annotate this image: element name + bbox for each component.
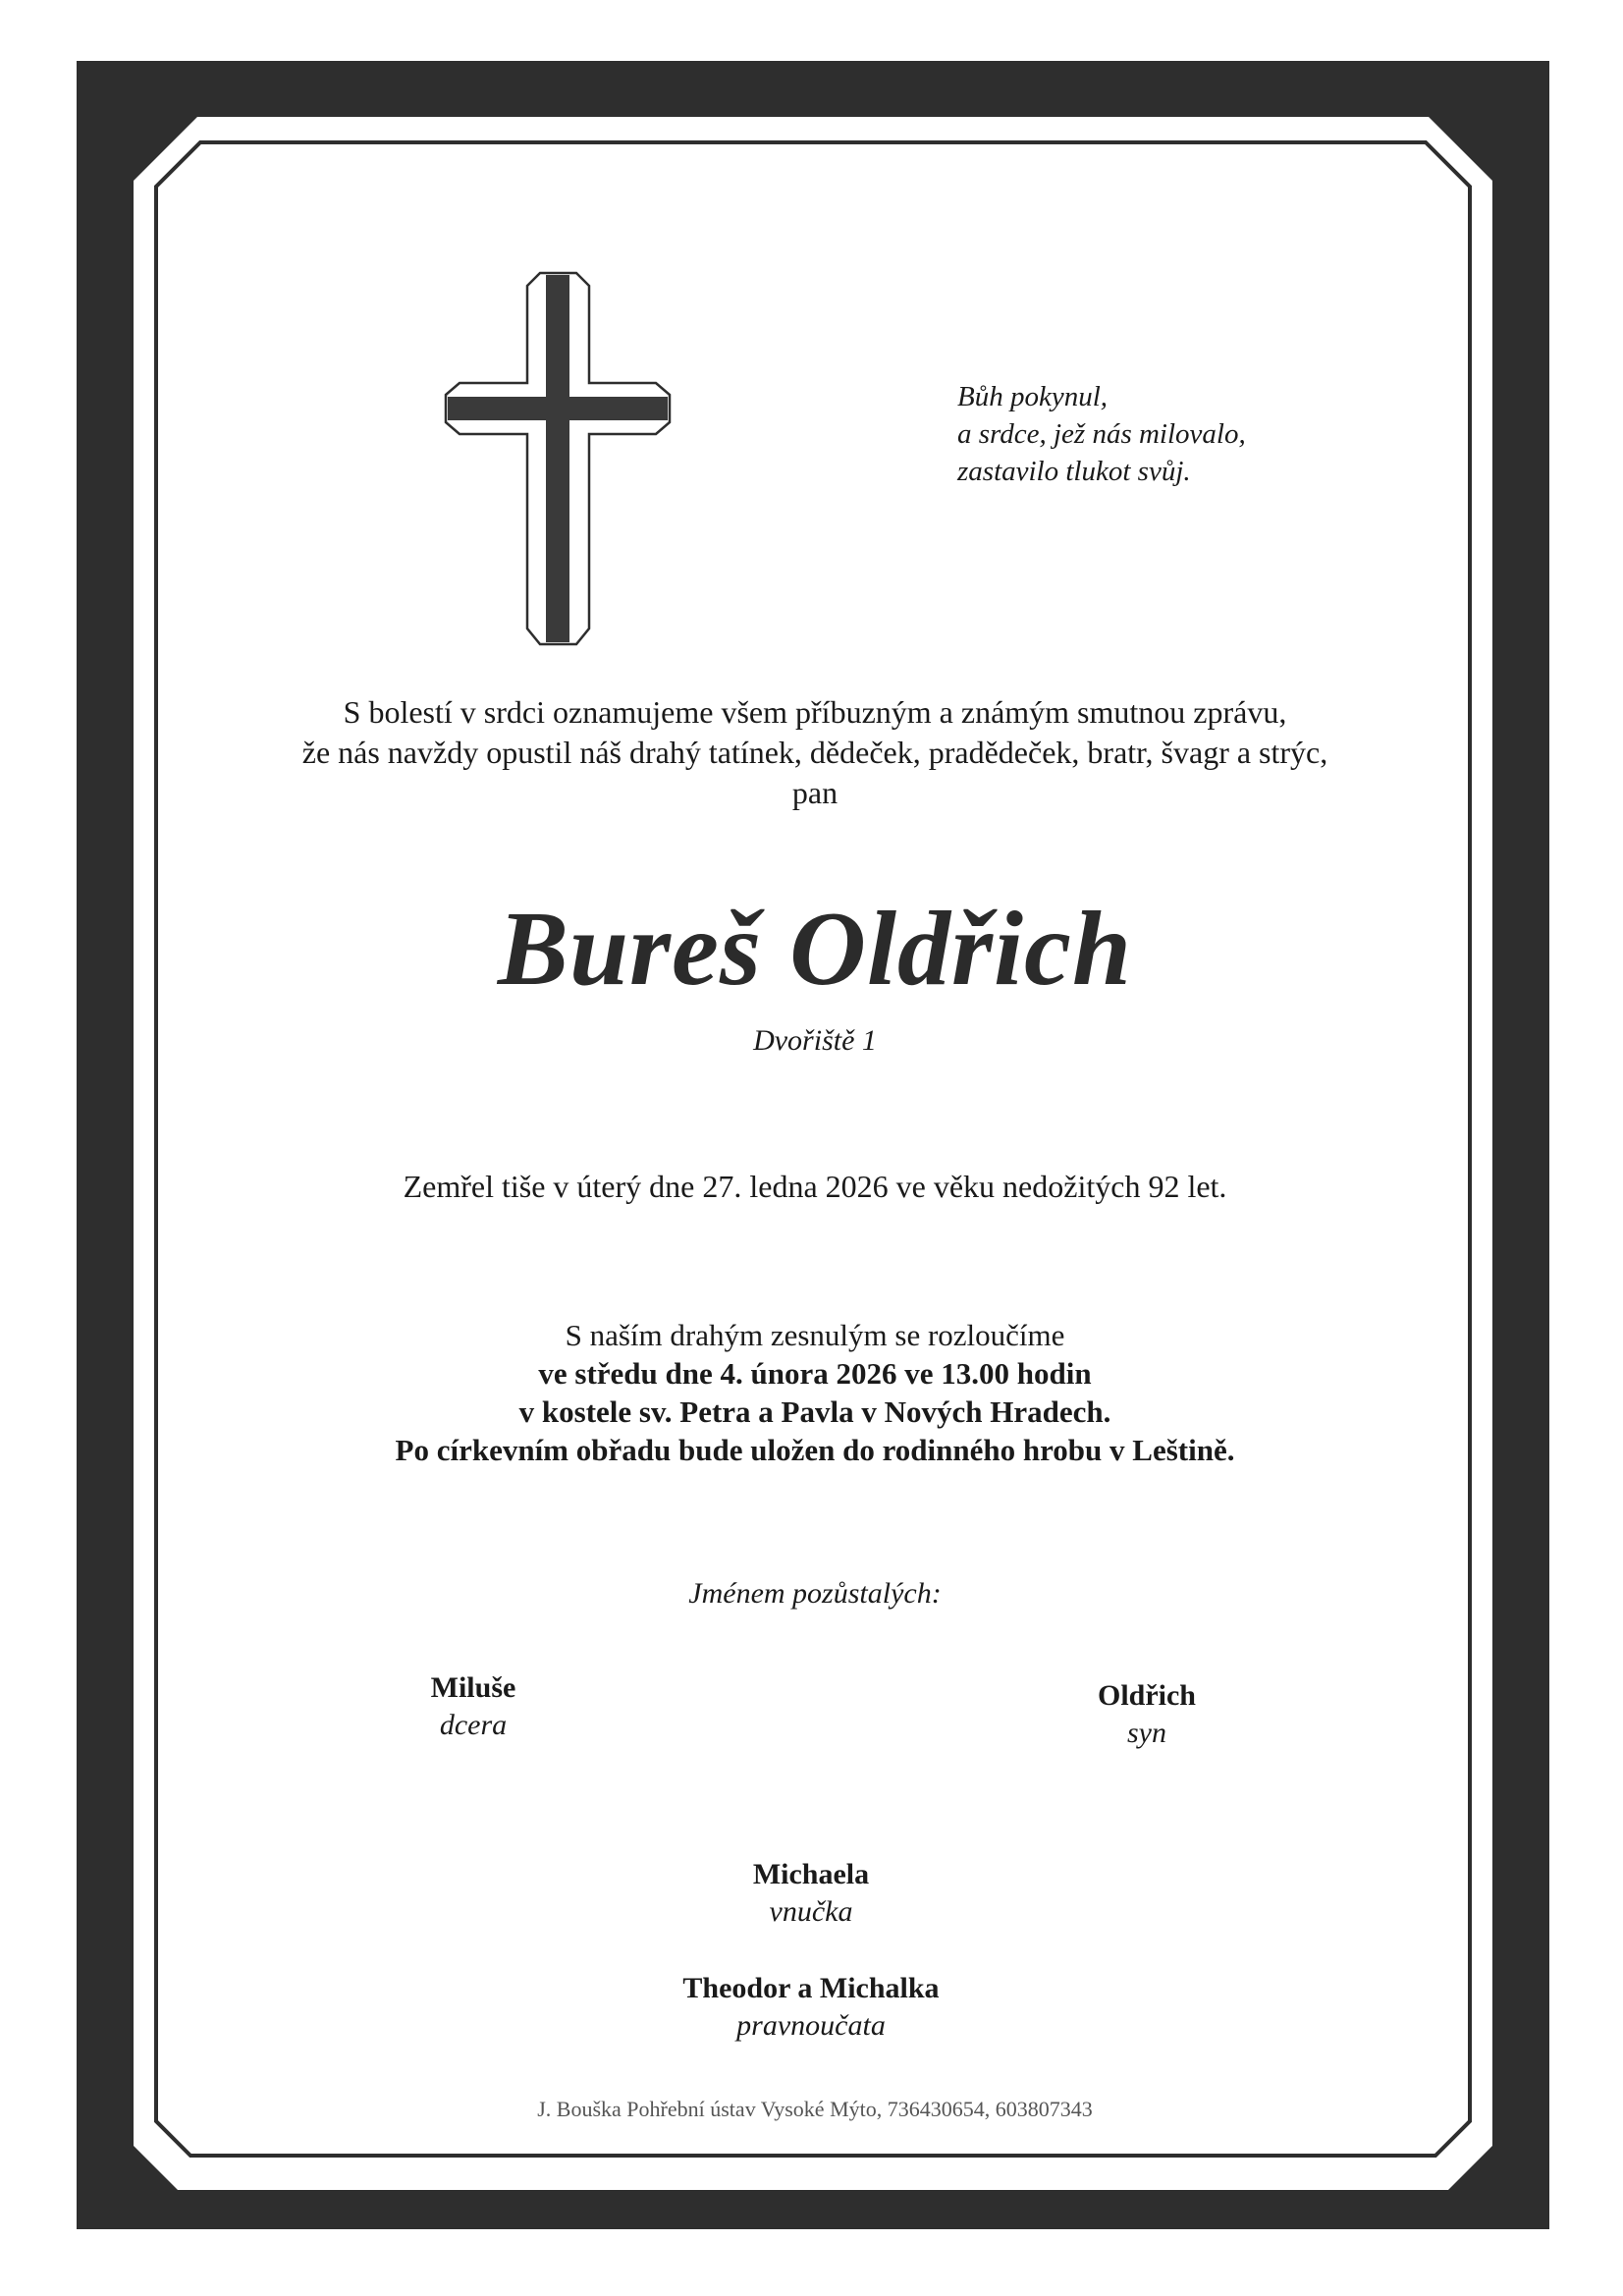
deceased-address: Dvořiště 1 (753, 1024, 877, 1057)
mourner-relation: pravnoučata (736, 2009, 886, 2042)
mourner-name: Oldřich (1097, 1679, 1196, 1712)
quote-line: a srdce, jež nás milovalo, (957, 418, 1246, 450)
mourner-name: Theodor a Michalka (682, 1972, 940, 2004)
quote-line: Bůh pokynul, (957, 381, 1109, 412)
mourner-relation: vnučka (769, 1895, 853, 1928)
mourners-heading: Jménem pozůstalých: (688, 1577, 942, 1610)
ceremony-line: S naším drahým zesnulým se rozloučíme (565, 1318, 1065, 1352)
ceremony-place: v kostele sv. Petra a Pavla v Nových Hradech. (518, 1394, 1111, 1429)
mourner-name: Michaela (752, 1858, 870, 1890)
quote-block (957, 378, 1246, 490)
funeral-service-footer: J. Bouška Pohřební ústav Vysoké Mýto, 736430654, 603807343 (537, 2097, 1093, 2121)
ceremony-info (236, 1316, 1394, 1469)
intro-line: pan (791, 775, 839, 810)
deceased-name: Bureš Oldřich (497, 891, 1133, 1008)
burial-info: Po církevním obřadu bude uložen do rodinného hrobu v Leštině. (395, 1433, 1235, 1467)
quote-line: zastavilo tlukot svůj. (957, 456, 1191, 487)
intro-line: S bolestí v srdci oznamujeme všem příbuzným a známým smutnou zprávu, (343, 694, 1287, 730)
mourner-entry (277, 1669, 670, 1744)
mourner-entry (950, 1677, 1343, 1752)
announcement-intro (236, 692, 1394, 813)
mourner-relation: syn (1127, 1717, 1166, 1749)
cross-icon (446, 273, 670, 644)
mourner-relation: dcera (439, 1709, 508, 1741)
mourner-name: Miluše (430, 1671, 516, 1704)
ceremony-date: ve středu dne 4. února 2026 ve 13.00 hodin (538, 1356, 1092, 1391)
intro-line: že nás navždy opustil náš drahý tatínek, dědeček, pradědeček, bratr, švagr a strýc, (301, 735, 1328, 770)
mourner-entry (615, 1856, 1007, 1931)
death-notice: Zemřel tiše v úterý dne 27. ledna 2026 ve věku nedožitých 92 let. (403, 1169, 1227, 1204)
mourner-entry (615, 1970, 1007, 2045)
